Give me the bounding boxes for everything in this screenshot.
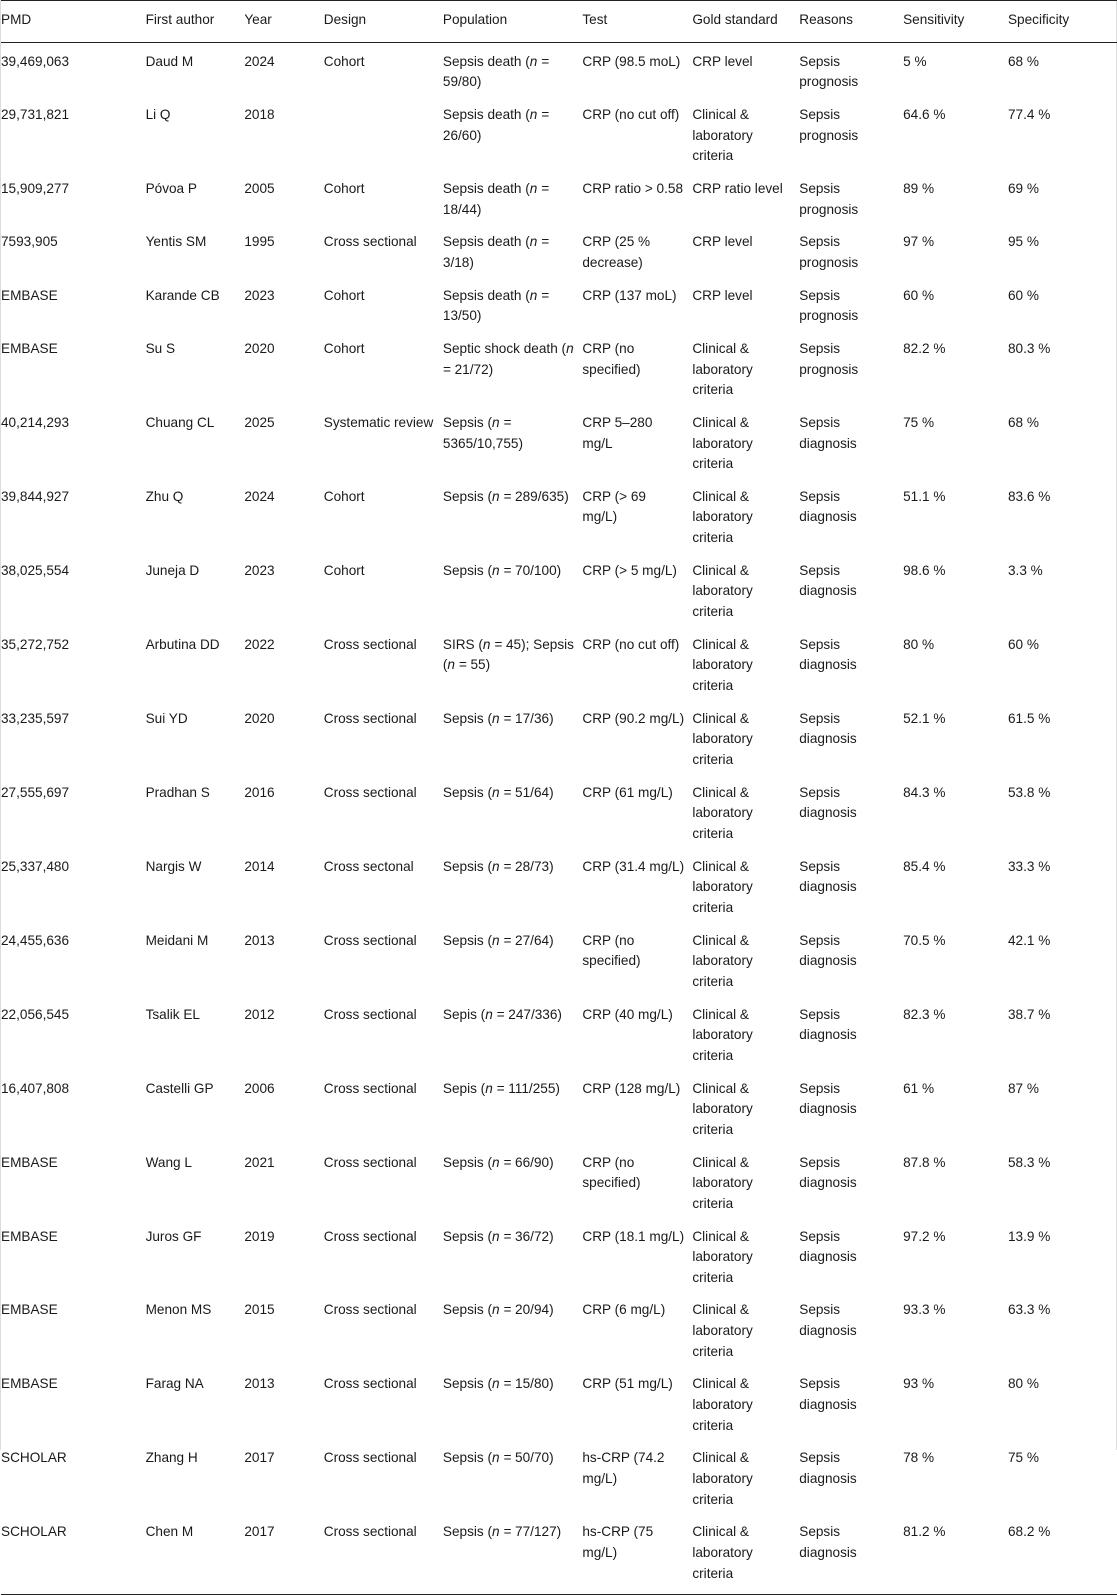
- cell-population: SIRS (n = 45); Sepsis (n = 55): [443, 629, 582, 703]
- cell-reasons: Sepsis diagnosis: [799, 1073, 903, 1147]
- cell-first-author: Nargis W: [146, 851, 245, 925]
- cell-test: CRP (137 moL): [582, 280, 692, 333]
- cell-first-author: Castelli GP: [146, 1073, 245, 1147]
- cell-sensitivity: 82.2 %: [903, 333, 1008, 407]
- cell-population: Sepsis (n = 36/72): [443, 1221, 582, 1295]
- cell-design: Cross sectional: [324, 226, 443, 279]
- cell-design: Cross sectional: [324, 1442, 443, 1516]
- cell-first-author: Wang L: [146, 1147, 245, 1221]
- cell-design: Systematic review: [324, 407, 443, 481]
- cell-design: Cross sectional: [324, 1294, 443, 1368]
- cell-year: 1995: [244, 226, 323, 279]
- cell-population: Sepsis death (n = 3/18): [443, 226, 582, 279]
- cell-design: Cross sectional: [324, 1516, 443, 1594]
- cell-first-author: Pradhan S: [146, 777, 245, 851]
- table-row: [1, 703, 1117, 777]
- cell-pmd: 29,731,821: [1, 99, 146, 173]
- column-header-test: Test: [582, 1, 692, 43]
- cell-test: CRP (98.5 moL): [582, 42, 692, 99]
- cell-gold-standard: Clinical & laboratory criteria: [692, 1368, 799, 1442]
- column-header-first-author: First author: [146, 1, 245, 43]
- cell-gold-standard: Clinical & laboratory criteria: [692, 1442, 799, 1516]
- cell-reasons: Sepsis prognosis: [799, 99, 903, 173]
- cell-pmd: 27,555,697: [1, 777, 146, 851]
- cell-design: Cohort: [324, 42, 443, 99]
- cell-gold-standard: Clinical & laboratory criteria: [692, 1294, 799, 1368]
- cell-test: CRP (51 mg/L): [582, 1368, 692, 1442]
- cell-specificity: 75 %: [1008, 1442, 1117, 1516]
- cell-pmd: EMBASE: [1, 333, 146, 407]
- cell-year: 2005: [244, 173, 323, 226]
- table-row: [1, 42, 1117, 99]
- cell-design: Cross sectional: [324, 1147, 443, 1221]
- cell-gold-standard: Clinical & laboratory criteria: [692, 1147, 799, 1221]
- table-row: [1, 1147, 1117, 1221]
- cell-test: CRP (no cut off): [582, 99, 692, 173]
- cell-year: 2021: [244, 1147, 323, 1221]
- cell-population: Sepis (n = 247/336): [443, 999, 582, 1073]
- table-row: [1, 407, 1117, 481]
- table-row: [1, 925, 1117, 999]
- cell-design: Cross sectional: [324, 925, 443, 999]
- population-n-symbol: n =: [492, 1450, 511, 1465]
- population-n-symbol: n =: [492, 415, 511, 430]
- table-row: [1, 851, 1117, 925]
- cell-reasons: Sepsis diagnosis: [799, 925, 903, 999]
- cell-pmd: 15,909,277: [1, 173, 146, 226]
- cell-gold-standard: Clinical & laboratory criteria: [692, 333, 799, 407]
- cell-test: CRP (> 69 mg/L): [582, 481, 692, 555]
- cell-reasons: Sepsis diagnosis: [799, 1147, 903, 1221]
- table-row: [1, 226, 1117, 279]
- cell-gold-standard: Clinical & laboratory criteria: [692, 703, 799, 777]
- cell-sensitivity: 60 %: [903, 280, 1008, 333]
- cell-design: Cohort: [324, 173, 443, 226]
- cell-specificity: 83.6 %: [1008, 481, 1117, 555]
- cell-pmd: EMBASE: [1, 1221, 146, 1295]
- cell-pmd: 25,337,480: [1, 851, 146, 925]
- cell-gold-standard: Clinical & laboratory criteria: [692, 1073, 799, 1147]
- cell-sensitivity: 81.2 %: [903, 1516, 1008, 1594]
- cell-first-author: Chuang CL: [146, 407, 245, 481]
- population-n-symbol: n =: [492, 1155, 511, 1170]
- cell-first-author: Daud M: [146, 42, 245, 99]
- cell-design: Cross sectional: [324, 629, 443, 703]
- cell-specificity: 33.3 %: [1008, 851, 1117, 925]
- table-header: [1, 1, 1117, 43]
- table-row: [1, 629, 1117, 703]
- cell-gold-standard: Clinical & laboratory criteria: [692, 925, 799, 999]
- cell-test: CRP (> 5 mg/L): [582, 555, 692, 629]
- cell-first-author: Arbutina DD: [146, 629, 245, 703]
- population-n-symbol: n =: [443, 341, 574, 377]
- cell-specificity: 80 %: [1008, 1368, 1117, 1442]
- cell-population: Sepsis (n = 50/70): [443, 1442, 582, 1516]
- cell-gold-standard: CRP level: [692, 280, 799, 333]
- cell-first-author: Menon MS: [146, 1294, 245, 1368]
- cell-pmd: SCHOLAR: [1, 1516, 146, 1594]
- cell-test: CRP (31.4 mg/L): [582, 851, 692, 925]
- table-row: [1, 1442, 1117, 1516]
- cell-pmd: 38,025,554: [1, 555, 146, 629]
- cell-first-author: Zhang H: [146, 1442, 245, 1516]
- cell-population: Sepsis (n = 28/73): [443, 851, 582, 925]
- cell-reasons: Sepsis diagnosis: [799, 1294, 903, 1368]
- cell-gold-standard: Clinical & laboratory criteria: [692, 1516, 799, 1594]
- cell-year: 2023: [244, 555, 323, 629]
- cell-gold-standard: CRP ratio level: [692, 173, 799, 226]
- cell-sensitivity: 85.4 %: [903, 851, 1008, 925]
- population-n-symbol: n =: [485, 1081, 504, 1096]
- cell-test: CRP (40 mg/L): [582, 999, 692, 1073]
- cell-year: 2017: [244, 1516, 323, 1594]
- cell-pmd: 24,455,636: [1, 925, 146, 999]
- table-row: [1, 1516, 1117, 1594]
- cell-first-author: Farag NA: [146, 1368, 245, 1442]
- cell-sensitivity: 87.8 %: [903, 1147, 1008, 1221]
- cell-reasons: Sepsis diagnosis: [799, 555, 903, 629]
- table-body: [1, 42, 1117, 1595]
- cell-gold-standard: CRP level: [692, 226, 799, 279]
- cell-design: Cross sectional: [324, 777, 443, 851]
- cell-sensitivity: 97.2 %: [903, 1221, 1008, 1295]
- cell-design: Cross sectional: [324, 999, 443, 1073]
- cell-specificity: 69 %: [1008, 173, 1117, 226]
- cell-gold-standard: Clinical & laboratory criteria: [692, 629, 799, 703]
- table-row: [1, 99, 1117, 173]
- table-row: [1, 173, 1117, 226]
- cell-pmd: EMBASE: [1, 280, 146, 333]
- column-header-population: Population: [443, 1, 582, 43]
- population-n-symbol: n =: [530, 54, 549, 69]
- cell-gold-standard: CRP level: [692, 42, 799, 99]
- cell-reasons: Sepsis diagnosis: [799, 1442, 903, 1516]
- cell-first-author: Juros GF: [146, 1221, 245, 1295]
- cell-sensitivity: 80 %: [903, 629, 1008, 703]
- cell-design: [324, 99, 443, 173]
- cell-reasons: Sepsis diagnosis: [799, 777, 903, 851]
- cell-gold-standard: Clinical & laboratory criteria: [692, 777, 799, 851]
- table-row: [1, 1221, 1117, 1295]
- cell-design: Cohort: [324, 333, 443, 407]
- cell-test: hs-CRP (74.2 mg/L): [582, 1442, 692, 1516]
- cell-pmd: EMBASE: [1, 1147, 146, 1221]
- cell-pmd: 40,214,293: [1, 407, 146, 481]
- cell-sensitivity: 93 %: [903, 1368, 1008, 1442]
- cell-specificity: 68 %: [1008, 407, 1117, 481]
- table-row: [1, 280, 1117, 333]
- table-row: [1, 555, 1117, 629]
- cell-population: Sepsis (n = 289/635): [443, 481, 582, 555]
- cell-population: Sepsis (n = 66/90): [443, 1147, 582, 1221]
- population-n-symbol: n =: [530, 181, 549, 196]
- population-n-symbol: n =: [530, 234, 549, 249]
- cell-population: Sepsis death (n = 26/60): [443, 99, 582, 173]
- cell-test: CRP (18.1 mg/L): [582, 1221, 692, 1295]
- cell-reasons: Sepsis prognosis: [799, 280, 903, 333]
- cell-design: Cross sectional: [324, 1221, 443, 1295]
- column-header-year: Year: [244, 1, 323, 43]
- cell-population: Sepsis (n = 5365/10,755): [443, 407, 582, 481]
- cell-year: 2006: [244, 1073, 323, 1147]
- cell-sensitivity: 84.3 %: [903, 777, 1008, 851]
- table-row: [1, 481, 1117, 555]
- cell-year: 2017: [244, 1442, 323, 1516]
- cell-specificity: 87 %: [1008, 1073, 1117, 1147]
- cell-test: CRP (128 mg/L): [582, 1073, 692, 1147]
- cell-year: 2024: [244, 42, 323, 99]
- cell-gold-standard: Clinical & laboratory criteria: [692, 99, 799, 173]
- table-row: [1, 1368, 1117, 1442]
- cell-pmd: EMBASE: [1, 1294, 146, 1368]
- cell-design: Cohort: [324, 481, 443, 555]
- cell-test: CRP (no cut off): [582, 629, 692, 703]
- cell-first-author: Su S: [146, 333, 245, 407]
- cell-sensitivity: 5 %: [903, 42, 1008, 99]
- cell-sensitivity: 70.5 %: [903, 925, 1008, 999]
- column-header-sensitivity: Sensitivity: [903, 1, 1008, 43]
- cell-design: Cross sectional: [324, 703, 443, 777]
- cell-population: Sepsis (n = 51/64): [443, 777, 582, 851]
- population-n-symbol: n =: [492, 1302, 511, 1317]
- cell-gold-standard: Clinical & laboratory criteria: [692, 1221, 799, 1295]
- cell-first-author: Karande CB: [146, 280, 245, 333]
- cell-test: CRP (no specified): [582, 925, 692, 999]
- table-row: [1, 1073, 1117, 1147]
- cell-design: Cohort: [324, 555, 443, 629]
- cell-specificity: 42.1 %: [1008, 925, 1117, 999]
- cell-population: Sepsis (n = 17/36): [443, 703, 582, 777]
- column-header-design: Design: [324, 1, 443, 43]
- cell-specificity: 63.3 %: [1008, 1294, 1117, 1368]
- population-n-symbol: n =: [492, 489, 511, 504]
- cell-reasons: Sepsis diagnosis: [799, 851, 903, 925]
- cell-first-author: Chen M: [146, 1516, 245, 1594]
- cell-test: CRP ratio > 0.58: [582, 173, 692, 226]
- cell-sensitivity: 61 %: [903, 1073, 1008, 1147]
- study-characteristics-table: [1, 0, 1117, 1595]
- cell-reasons: Sepsis diagnosis: [799, 1368, 903, 1442]
- cell-design: Cross sectional: [324, 1073, 443, 1147]
- cell-specificity: 38.7 %: [1008, 999, 1117, 1073]
- cell-test: CRP (no specified): [582, 333, 692, 407]
- cell-specificity: 61.5 %: [1008, 703, 1117, 777]
- cell-reasons: Sepsis diagnosis: [799, 629, 903, 703]
- cell-pmd: 16,407,808: [1, 1073, 146, 1147]
- cell-reasons: Sepsis prognosis: [799, 173, 903, 226]
- cell-pmd: SCHOLAR: [1, 1442, 146, 1516]
- population-n-symbol: n =: [492, 785, 511, 800]
- cell-year: 2022: [244, 629, 323, 703]
- cell-first-author: Zhu Q: [146, 481, 245, 555]
- cell-test: CRP 5–280 mg/L: [582, 407, 692, 481]
- table-header-row: [1, 1, 1117, 43]
- cell-design: Cross sectonal: [324, 851, 443, 925]
- cell-year: 2012: [244, 999, 323, 1073]
- cell-population: Sepsis (n = 27/64): [443, 925, 582, 999]
- cell-year: 2013: [244, 925, 323, 999]
- column-header-gold-standard: Gold standard: [692, 1, 799, 43]
- column-header-reasons: Reasons: [799, 1, 903, 43]
- cell-first-author: Yentis SM: [146, 226, 245, 279]
- cell-year: 2023: [244, 280, 323, 333]
- cell-pmd: 39,469,063: [1, 42, 146, 99]
- cell-year: 2013: [244, 1368, 323, 1442]
- population-n-symbol: n =: [492, 711, 511, 726]
- cell-population: Sepsis death (n = 59/80): [443, 42, 582, 99]
- cell-pmd: 39,844,927: [1, 481, 146, 555]
- cell-reasons: Sepsis diagnosis: [799, 1516, 903, 1594]
- cell-specificity: 53.8 %: [1008, 777, 1117, 851]
- cell-reasons: Sepsis diagnosis: [799, 999, 903, 1073]
- column-header-specificity: Specificity: [1008, 1, 1117, 43]
- cell-sensitivity: 51.1 %: [903, 481, 1008, 555]
- cell-pmd: 35,272,752: [1, 629, 146, 703]
- cell-year: 2020: [244, 703, 323, 777]
- table-row: [1, 333, 1117, 407]
- population-n-symbol: n =: [530, 107, 549, 122]
- cell-pmd: 7593,905: [1, 226, 146, 279]
- cell-specificity: 60 %: [1008, 280, 1117, 333]
- cell-specificity: 68.2 %: [1008, 1516, 1117, 1594]
- cell-reasons: Sepsis diagnosis: [799, 407, 903, 481]
- cell-pmd: EMBASE: [1, 1368, 146, 1442]
- cell-year: 2018: [244, 99, 323, 173]
- cell-test: CRP (61 mg/L): [582, 777, 692, 851]
- cell-year: 2019: [244, 1221, 323, 1295]
- cell-first-author: Póvoa P: [146, 173, 245, 226]
- cell-pmd: 33,235,597: [1, 703, 146, 777]
- cell-gold-standard: Clinical & laboratory criteria: [692, 851, 799, 925]
- cell-test: CRP (90.2 mg/L): [582, 703, 692, 777]
- cell-population: Septic shock death (n = 21/72): [443, 333, 582, 407]
- cell-population: Sepsis (n = 20/94): [443, 1294, 582, 1368]
- cell-sensitivity: 75 %: [903, 407, 1008, 481]
- cell-sensitivity: 98.6 %: [903, 555, 1008, 629]
- population-n-symbol: n =: [492, 859, 511, 874]
- population-n-symbol: n =: [447, 657, 466, 672]
- cell-year: 2025: [244, 407, 323, 481]
- cell-sensitivity: 52.1 %: [903, 703, 1008, 777]
- cell-population: Sepis (n = 111/255): [443, 1073, 582, 1147]
- cell-gold-standard: Clinical & laboratory criteria: [692, 555, 799, 629]
- cell-specificity: 60 %: [1008, 629, 1117, 703]
- cell-reasons: Sepsis prognosis: [799, 333, 903, 407]
- cell-reasons: Sepsis diagnosis: [799, 481, 903, 555]
- cell-population: Sepsis (n = 70/100): [443, 555, 582, 629]
- population-n-symbol: n =: [492, 1376, 511, 1391]
- cell-reasons: Sepsis prognosis: [799, 42, 903, 99]
- cell-first-author: Juneja D: [146, 555, 245, 629]
- cell-population: Sepsis (n = 77/127): [443, 1516, 582, 1594]
- cell-test: CRP (25 % decrease): [582, 226, 692, 279]
- cell-specificity: 95 %: [1008, 226, 1117, 279]
- cell-year: 2016: [244, 777, 323, 851]
- column-header-pmd: PMD: [1, 1, 146, 43]
- cell-reasons: Sepsis diagnosis: [799, 703, 903, 777]
- population-n-symbol: n =: [492, 1524, 511, 1539]
- population-n-symbol: n =: [492, 1229, 511, 1244]
- table-row: [1, 777, 1117, 851]
- cell-year: 2014: [244, 851, 323, 925]
- cell-year: 2024: [244, 481, 323, 555]
- cell-sensitivity: 82.3 %: [903, 999, 1008, 1073]
- cell-sensitivity: 97 %: [903, 226, 1008, 279]
- cell-sensitivity: 89 %: [903, 173, 1008, 226]
- cell-test: hs-CRP (75 mg/L): [582, 1516, 692, 1594]
- cell-year: 2020: [244, 333, 323, 407]
- cell-population: Sepsis death (n = 13/50): [443, 280, 582, 333]
- cell-gold-standard: Clinical & laboratory criteria: [692, 407, 799, 481]
- cell-sensitivity: 93.3 %: [903, 1294, 1008, 1368]
- cell-design: Cross sectional: [324, 1368, 443, 1442]
- cell-specificity: 58.3 %: [1008, 1147, 1117, 1221]
- population-n-symbol: n =: [492, 563, 511, 578]
- cell-first-author: Tsalik EL: [146, 999, 245, 1073]
- cell-reasons: Sepsis diagnosis: [799, 1221, 903, 1295]
- cell-specificity: 68 %: [1008, 42, 1117, 99]
- cell-specificity: 3.3 %: [1008, 555, 1117, 629]
- cell-year: 2015: [244, 1294, 323, 1368]
- population-n-symbol: n =: [483, 637, 502, 652]
- cell-specificity: 80.3 %: [1008, 333, 1117, 407]
- table-row: [1, 999, 1117, 1073]
- population-n-symbol: n =: [485, 1007, 504, 1022]
- cell-specificity: 13.9 %: [1008, 1221, 1117, 1295]
- cell-gold-standard: Clinical & laboratory criteria: [692, 481, 799, 555]
- population-n-symbol: n =: [492, 933, 511, 948]
- cell-first-author: Meidani M: [146, 925, 245, 999]
- table-row: [1, 1294, 1117, 1368]
- population-n-symbol: n =: [530, 288, 549, 303]
- cell-first-author: Sui YD: [146, 703, 245, 777]
- cell-gold-standard: Clinical & laboratory criteria: [692, 999, 799, 1073]
- cell-test: CRP (6 mg/L): [582, 1294, 692, 1368]
- cell-pmd: 22,056,545: [1, 999, 146, 1073]
- cell-first-author: Li Q: [146, 99, 245, 173]
- cell-design: Cohort: [324, 280, 443, 333]
- cell-specificity: 77.4 %: [1008, 99, 1117, 173]
- cell-reasons: Sepsis prognosis: [799, 226, 903, 279]
- cell-sensitivity: 78 %: [903, 1442, 1008, 1516]
- cell-test: CRP (no specified): [582, 1147, 692, 1221]
- cell-sensitivity: 64.6 %: [903, 99, 1008, 173]
- cell-population: Sepsis (n = 15/80): [443, 1368, 582, 1442]
- cell-population: Sepsis death (n = 18/44): [443, 173, 582, 226]
